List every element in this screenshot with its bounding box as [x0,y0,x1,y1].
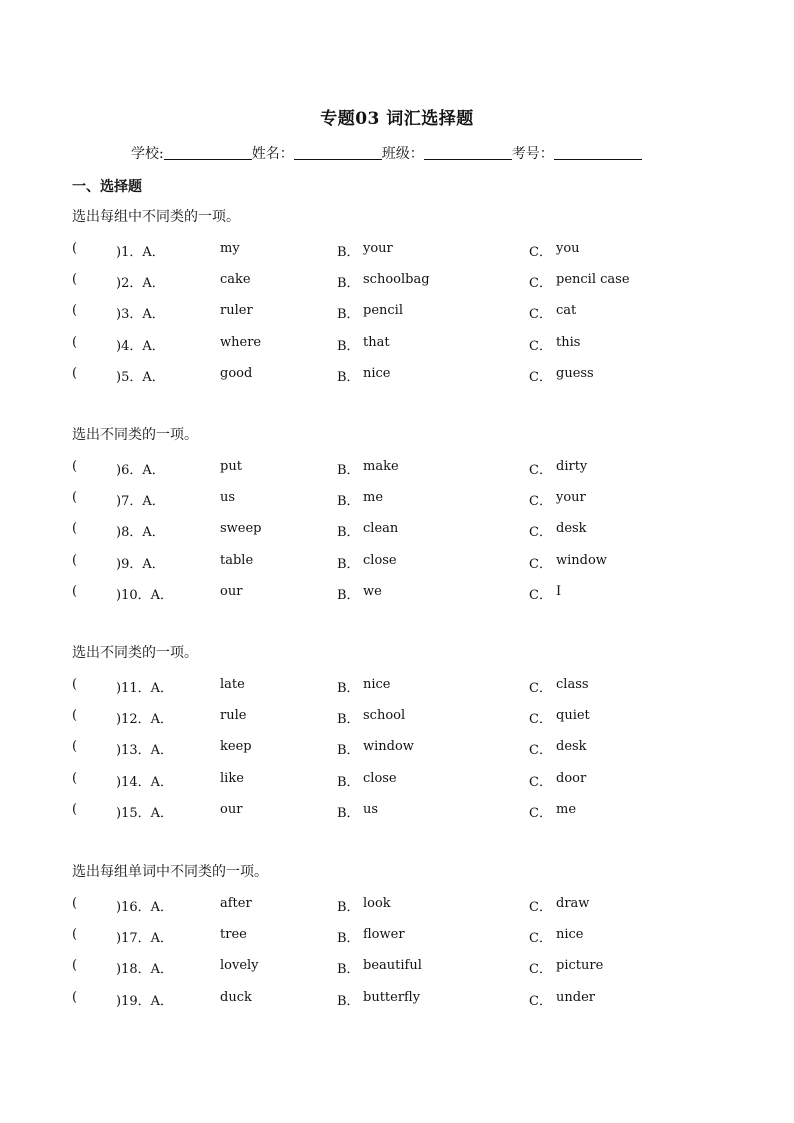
question-row [72,241,772,263]
name-blank[interactable] [294,145,382,160]
option-c-label: C． [529,587,552,603]
name-label: 姓名： [251,146,294,162]
option-c-label: C． [529,712,552,728]
option-b[interactable]: close [363,770,397,786]
option-b[interactable]: clean [363,521,399,537]
option-c[interactable]: dirty [556,459,588,474]
option-b-label: B． [337,369,360,385]
question-number: )1．A． [116,245,165,260]
option-a[interactable]: put [220,459,242,474]
option-b-label: B． [337,494,360,510]
option-b[interactable]: schoolbag [363,272,430,288]
question-number: )15．A． [116,805,174,821]
option-c[interactable]: draw [556,896,590,911]
answer-paren[interactable]: ( [72,770,78,786]
option-c[interactable]: pencil case [556,272,630,288]
answer-paren[interactable]: ( [72,708,78,724]
option-a[interactable]: tree [220,927,247,943]
option-c[interactable]: this [556,334,581,350]
answer-paren[interactable]: ( [72,552,78,568]
option-b[interactable]: nice [363,677,391,692]
option-b-label: B． [337,525,360,541]
answer-paren[interactable]: ( [72,241,78,256]
question-number: )18．A． [116,962,174,978]
option-b[interactable]: beautiful [363,958,422,974]
option-b-label: B． [337,463,360,478]
group-instruction: 选出每组中不同类的一项。 [72,209,240,225]
option-b-label: B． [337,805,360,821]
question-number: )19．A． [116,993,174,1009]
answer-paren[interactable]: ( [72,521,78,537]
option-b-label: B． [337,774,360,790]
option-c[interactable]: class [556,677,589,692]
option-b[interactable]: look [363,896,391,911]
question-number: )12．A． [116,712,174,728]
group-instruction: 选出每组单词中不同类的一项。 [72,864,268,880]
option-c[interactable]: window [556,552,607,568]
option-b-label: B． [337,681,360,696]
option-a[interactable]: keep [220,739,252,755]
option-b-label: B． [337,712,360,728]
answer-paren[interactable]: ( [72,334,78,350]
option-a[interactable]: late [220,677,245,692]
option-c-label: C． [529,338,552,354]
question-row [72,771,772,793]
option-b[interactable]: window [363,739,414,755]
option-b-label: B． [337,276,360,292]
option-c-label: C． [529,993,552,1009]
option-b[interactable]: your [363,241,393,256]
class-label: 班级： [381,146,424,162]
option-c-label: C． [529,681,552,696]
answer-paren[interactable]: ( [72,490,78,506]
answer-paren[interactable]: ( [72,958,78,974]
option-c[interactable]: door [556,770,587,786]
option-a[interactable]: lovely [220,958,259,974]
option-a[interactable]: rule [220,708,247,724]
option-c[interactable]: your [556,490,586,506]
question-number: )8．A． [116,525,165,541]
option-c-label: C． [529,962,552,978]
option-a[interactable]: my [220,241,240,256]
option-c-label: C． [529,525,552,541]
option-b[interactable]: we [363,583,382,599]
option-b[interactable]: close [363,552,397,568]
option-c[interactable]: picture [556,958,604,974]
option-b-label: B． [337,743,360,759]
option-b-label: B． [337,338,360,354]
question-row [72,677,772,699]
option-c[interactable]: cat [556,303,577,319]
question-row [72,739,772,761]
option-b[interactable]: pencil [363,303,403,319]
group-instruction: 选出不同类的一项。 [72,645,198,661]
option-b-label: B． [337,931,360,947]
question-number: )13．A． [116,743,174,759]
option-a[interactable]: our [220,583,243,599]
option-b[interactable]: butterfly [363,989,421,1005]
question-number: )6．A． [116,463,165,478]
question-row [72,521,772,543]
answer-paren[interactable]: ( [72,459,78,474]
answer-paren[interactable]: ( [72,989,78,1005]
option-c[interactable]: under [556,989,595,1005]
page-title: 专题03 词汇选择题 [320,109,474,129]
option-c[interactable]: desk [556,521,587,537]
option-b[interactable]: school [363,708,406,724]
option-a[interactable]: good [220,365,253,381]
option-c-label: C． [529,556,552,572]
answer-paren[interactable]: ( [72,801,78,817]
question-row [72,303,772,325]
answer-paren[interactable]: ( [72,677,78,692]
option-c-label: C． [529,245,552,260]
question-number: )10．A． [116,587,174,603]
option-c[interactable]: me [556,801,577,817]
option-c-label: C． [529,931,552,947]
exam-no-label: 考号： [511,146,554,162]
option-a[interactable]: duck [220,989,252,1005]
student-info-line [131,143,642,163]
option-b[interactable]: flower [363,927,405,943]
option-c-label: C． [529,774,552,790]
question-row [72,553,772,575]
option-a[interactable]: our [220,801,243,817]
option-a[interactable]: after [220,896,252,911]
class-blank[interactable] [424,145,512,160]
question-row [72,958,772,980]
option-c[interactable]: guess [556,365,594,381]
section-heading: 一、选择题 [72,179,142,195]
option-c[interactable]: quiet [556,708,590,724]
option-c-label: C． [529,805,552,821]
question-row [72,896,772,918]
question-number: )3．A． [116,307,165,323]
question-number: )11．A． [116,681,174,696]
answer-paren[interactable]: ( [72,272,78,288]
option-c-label: C． [529,463,552,478]
question-number: )5．A． [116,369,165,385]
option-b[interactable]: nice [363,365,391,381]
option-b-label: B． [337,556,360,572]
answer-paren[interactable]: ( [72,365,78,381]
question-row [72,366,772,388]
option-b-label: B． [337,993,360,1009]
option-c-label: C． [529,276,552,292]
option-c[interactable]: you [556,241,580,256]
option-a[interactable]: sweep [220,521,262,537]
answer-paren[interactable]: ( [72,896,78,911]
question-row [72,584,772,606]
question-row [72,490,772,512]
option-c-label: C． [529,494,552,510]
option-b[interactable]: that [363,334,390,350]
option-a[interactable]: us [220,490,236,506]
question-number: )14．A． [116,774,174,790]
option-c[interactable]: nice [556,927,584,943]
question-number: )4．A． [116,338,165,354]
answer-paren[interactable]: ( [72,583,78,599]
option-a[interactable]: like [220,770,244,786]
school-label: 学校: [131,146,164,162]
option-b-label: B． [337,962,360,978]
option-b[interactable]: us [363,801,379,817]
answer-paren[interactable]: ( [72,927,78,943]
question-number: )16．A． [116,900,174,915]
option-b[interactable]: make [363,459,399,474]
question-row [72,272,772,294]
option-a[interactable]: ruler [220,303,253,319]
option-b-label: B． [337,587,360,603]
option-c-label: C． [529,900,552,915]
question-row [72,335,772,357]
question-number: )2．A． [116,276,165,292]
option-c-label: C． [529,369,552,385]
option-b-label: B． [337,900,360,915]
option-b-label: B． [337,245,360,260]
option-a[interactable]: where [220,334,262,350]
question-row [72,802,772,824]
question-row [72,459,772,481]
option-c[interactable]: desk [556,739,587,755]
answer-paren[interactable]: ( [72,739,78,755]
exam-no-blank[interactable] [554,145,642,160]
option-c[interactable]: I [556,583,562,599]
answer-paren[interactable]: ( [72,303,78,319]
option-a[interactable]: cake [220,272,251,288]
question-number: )9．A． [116,556,165,572]
question-number: )7．A． [116,494,165,510]
option-b-label: B． [337,307,360,323]
question-row [72,990,772,1012]
option-b[interactable]: me [363,490,384,506]
group-instruction: 选出不同类的一项。 [72,427,198,443]
question-number: )17．A． [116,931,174,947]
question-row [72,708,772,730]
option-c-label: C． [529,743,552,759]
school-blank[interactable] [164,145,252,160]
question-row [72,927,772,949]
option-a[interactable]: table [220,552,254,568]
option-c-label: C． [529,307,552,323]
